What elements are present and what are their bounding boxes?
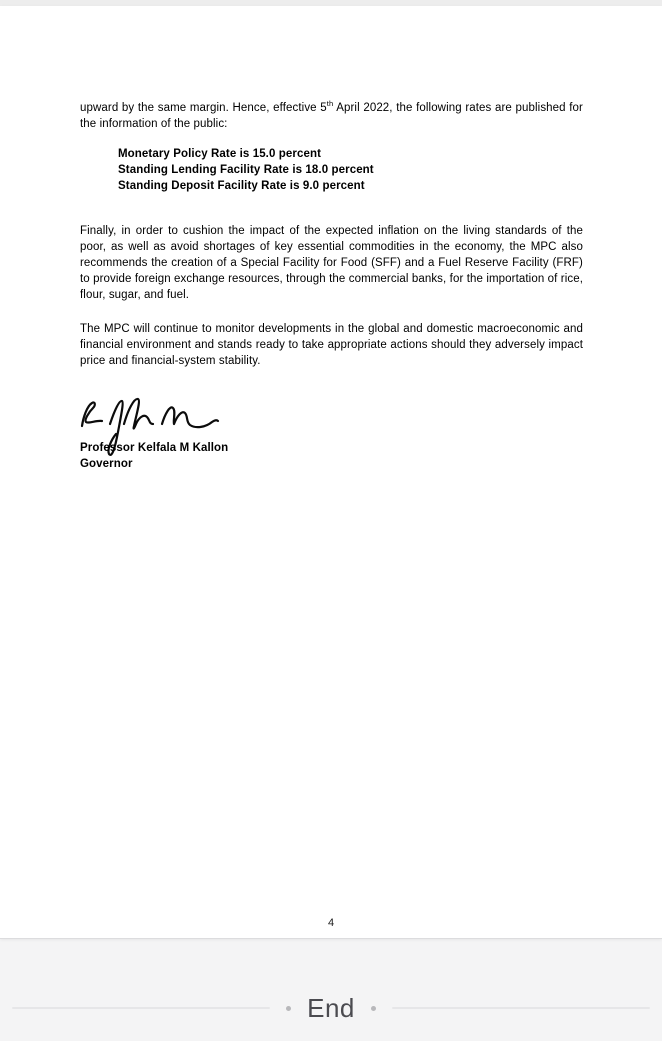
divider-line-right bbox=[392, 1007, 650, 1009]
document-page[interactable] bbox=[0, 6, 662, 939]
signatory-title: Governor bbox=[80, 458, 133, 470]
policy-rates-list bbox=[118, 146, 374, 194]
paragraph-special-facility: Finally, in order to cushion the impact of the expected inflation on the living standards of the poor, as well as avoid shortages of key essential commodities in the economy, the MPC also recommends the creation of a Special Facility for Food (SFF) and a Fuel Reserve Facility (FRF) to provide foreign exchange resources, through the commercial banks, for the importation of rice, flour, sugar, and fuel. bbox=[80, 224, 583, 301]
paragraph-mpc-monitor: The MPC will continue to monitor developments in the global and domestic macroeconomic and financial environment and stands ready to take appropriate actions should they adversely impact price and financial-system stability. bbox=[80, 322, 583, 367]
end-dot-left bbox=[286, 1006, 291, 1011]
paragraph-effective-rates bbox=[80, 100, 583, 132]
paragraph-effective-before: upward by the same margin. Hence, effective 5 bbox=[80, 101, 327, 114]
signatory-name: Professor Kelfala M Kallon bbox=[80, 442, 229, 454]
end-dot-right bbox=[371, 1006, 376, 1011]
paragraph-effective-after: April 2022, the following rates are published for the information of the public: bbox=[80, 101, 583, 130]
rate-line-standing-lending: Standing Lending Facility Rate is 18.0 percent bbox=[118, 164, 374, 176]
divider-line-left bbox=[12, 1007, 270, 1009]
ordinal-superscript: th bbox=[326, 98, 334, 108]
rate-line-monetary-policy: Monetary Policy Rate is 15.0 percent bbox=[118, 148, 322, 160]
page-number: 4 bbox=[327, 917, 335, 929]
end-of-document-indicator bbox=[0, 992, 662, 1024]
end-label: End bbox=[307, 993, 355, 1023]
rate-line-standing-deposit: Standing Deposit Facility Rate is 9.0 percent bbox=[118, 180, 365, 192]
